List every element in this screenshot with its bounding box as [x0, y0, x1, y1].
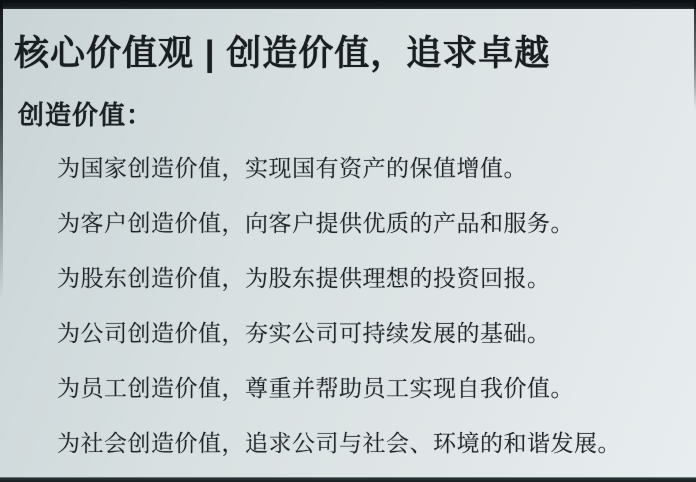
- left-frame-edge: [0, 0, 3, 300]
- value-item-country: 为国家创造价值，实现国有资产的保值增值。: [57, 155, 527, 181]
- slide-title: 核心价值观 | 创造价值，追求卓越: [14, 34, 551, 73]
- value-item-society: 为社会创造价值，追求公司与社会、环境的和谐发展。: [57, 430, 621, 456]
- top-letterbox-bar: [0, 0, 696, 9]
- bottom-letterbox-bar: [0, 477, 696, 482]
- section-heading: 创造价值：: [18, 100, 154, 130]
- value-item-shareholder: 为股东创造价值，为股东提供理想的投资回报。: [57, 265, 551, 291]
- value-item-employee: 为员工创造价值，尊重并帮助员工实现自我价值。: [57, 375, 574, 401]
- value-list: [57, 141, 686, 471]
- value-item-customer: 为客户创造价值，向客户提供优质的产品和服务。: [57, 210, 574, 236]
- value-item-company: 为公司创造价值，夯实公司可持续发展的基础。: [57, 320, 551, 346]
